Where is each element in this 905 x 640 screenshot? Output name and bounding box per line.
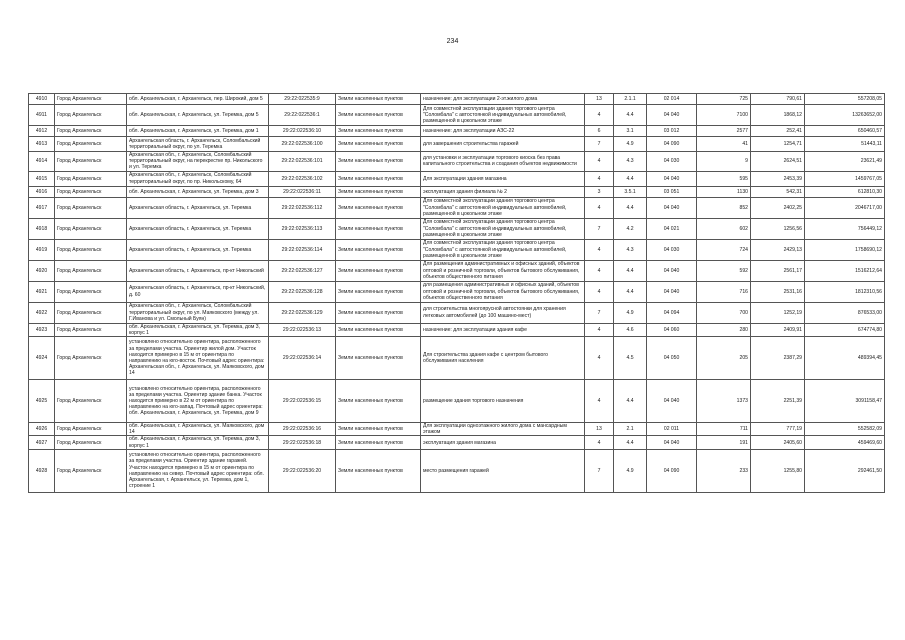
cell-land-category: Земли населенных пунктов (336, 337, 421, 380)
table-row (29, 186, 885, 197)
cell-land-category: Земли населенных пунктов (336, 186, 421, 197)
table-row (29, 449, 885, 492)
cell-area: 602 (697, 218, 751, 239)
cell-cadastral-number: 29:22:022536:112 (269, 197, 336, 218)
cell-municipality: Город Архангельск (55, 94, 127, 105)
cell-specific-value: 777,19 (751, 423, 805, 436)
cell-use-group: 4 (585, 171, 614, 186)
cell-municipality: Город Архангельск (55, 171, 127, 186)
cell-land-category: Земли населенных пунктов (336, 260, 421, 281)
cell-use-code: 04 040 (647, 171, 697, 186)
cell-address: Архангельская область, г. Архангельск, Соломбальский территориальный округ, по ул. Теремка (127, 137, 269, 152)
cell-row-number: 4916 (29, 186, 55, 197)
cell-cadastral-value: 3091158,47 (805, 380, 885, 423)
cell-use-type: 4.4 (614, 197, 647, 218)
cell-municipality: Город Архангельск (55, 186, 127, 197)
cell-cadastral-number: 29:22:022536:113 (269, 218, 336, 239)
cell-specific-value: 1256,56 (751, 218, 805, 239)
cell-area: 233 (697, 449, 751, 492)
cell-specific-value: 2624,51 (751, 152, 805, 172)
cell-land-category: Земли населенных пунктов (336, 171, 421, 186)
cell-use-code: 04 094 (647, 302, 697, 323)
cell-permitted-use: эксплуатация здания магазина (421, 436, 585, 449)
cell-address: Архангельская область, г. Архангельск, ул. Теремка (127, 218, 269, 239)
cell-specific-value: 1868,12 (751, 105, 805, 126)
cell-cadastral-value: 876533,00 (805, 302, 885, 323)
cell-cadastral-value: 292461,50 (805, 449, 885, 492)
cell-cadastral-number: 29:22:022536:13 (269, 323, 336, 336)
cell-municipality: Город Архангельск (55, 137, 127, 152)
cell-permitted-use: Для совместной эксплуатации здания торгового центра "Соломбала" с автостоянкой индивидуальных автомобилей, размещенной в цокольном этаже (421, 239, 585, 260)
cell-area: 711 (697, 423, 751, 436)
table-row (29, 126, 885, 137)
cell-area: 1130 (697, 186, 751, 197)
table-row (29, 197, 885, 218)
cell-cadastral-number: 29:22:022536:129 (269, 302, 336, 323)
cell-municipality: Город Архангельск (55, 436, 127, 449)
cell-municipality: Город Архангельск (55, 423, 127, 436)
cell-cadastral-value: 552582,09 (805, 423, 885, 436)
cell-municipality: Город Архангельск (55, 105, 127, 126)
cell-use-type: 4.4 (614, 380, 647, 423)
cell-use-group: 4 (585, 239, 614, 260)
cell-land-category: Земли населенных пунктов (336, 323, 421, 336)
cell-use-type: 4.4 (614, 105, 647, 126)
cell-area: 595 (697, 171, 751, 186)
cell-area: 7100 (697, 105, 751, 126)
cell-row-number: 4925 (29, 380, 55, 423)
cell-permitted-use: Для размещения административных и офисных зданий, объектов оптовой и розничной торговли, объектов бытового обслуживания, объектов общественного питания (421, 260, 585, 281)
cell-cadastral-number: 29:22:022536:14 (269, 337, 336, 380)
cell-area: 724 (697, 239, 751, 260)
cell-cadastral-number: 29:22:022536:114 (269, 239, 336, 260)
cell-use-type: 4.2 (614, 218, 647, 239)
cell-use-group: 6 (585, 126, 614, 137)
table-row (29, 323, 885, 336)
cell-use-type: 4.9 (614, 302, 647, 323)
cell-specific-value: 1252,19 (751, 302, 805, 323)
cell-use-code: 04 040 (647, 281, 697, 302)
cell-land-category: Земли населенных пунктов (336, 302, 421, 323)
cell-municipality: Город Архангельск (55, 197, 127, 218)
cell-use-type: 4.4 (614, 436, 647, 449)
cell-permitted-use: Для эксплуатации одноэтажного жилого дома с мансардным этажом (421, 423, 585, 436)
table-row (29, 94, 885, 105)
cell-municipality: Город Архангельск (55, 449, 127, 492)
cell-use-type: 4.3 (614, 239, 647, 260)
cell-use-type: 4.4 (614, 171, 647, 186)
cell-cadastral-number: 29:22:022536:20 (269, 449, 336, 492)
table-row (29, 436, 885, 449)
cell-land-category: Земли населенных пунктов (336, 218, 421, 239)
cell-address: Архангельская обл., г. Архангельск, Соломбальский территориальный округ, по ул. Маяковского (между ул. Г.Иванова и ул. Смольный Буян) (127, 302, 269, 323)
cell-cadastral-value: 2046717,00 (805, 197, 885, 218)
cell-permitted-use: размещение здания торгового назначения (421, 380, 585, 423)
cell-use-code: 03 051 (647, 186, 697, 197)
cell-use-code: 04 040 (647, 260, 697, 281)
cell-cadastral-value: 557208,05 (805, 94, 885, 105)
cell-specific-value: 2561,17 (751, 260, 805, 281)
cell-area: 2577 (697, 126, 751, 137)
cell-row-number: 4918 (29, 218, 55, 239)
cell-permitted-use: для завершения строительства гаражей (421, 137, 585, 152)
cell-address: обл. Архангельская, г. Архангельск, ул. Теремка, дом 3, корпус 1 (127, 436, 269, 449)
cell-use-type: 3.1 (614, 126, 647, 137)
page-number: 234 (446, 38, 459, 45)
cell-address: Архангельская обл., г. Архангельск, Соломбальский территориальный округ, по пр. Никольскому, 64 (127, 171, 269, 186)
cell-row-number: 4926 (29, 423, 55, 436)
cell-municipality: Город Архангельск (55, 260, 127, 281)
cell-address: Архангельская область, г. Архангельск, пр-кт Никольский, д. 60 (127, 281, 269, 302)
cell-permitted-use: Для совместной эксплуатации здания торгового центра "Соломбала" с автостоянкой индивидуальных автомобилей, размещенной в цокольном этаже (421, 197, 585, 218)
cell-specific-value: 1254,71 (751, 137, 805, 152)
cell-area: 9 (697, 152, 751, 172)
cell-use-code: 04 040 (647, 197, 697, 218)
cell-municipality: Город Архангельск (55, 281, 127, 302)
cell-specific-value: 2405,60 (751, 436, 805, 449)
cell-row-number: 4920 (29, 260, 55, 281)
cell-cadastral-value: 612810,30 (805, 186, 885, 197)
cell-specific-value: 2387,29 (751, 337, 805, 380)
cell-land-category: Земли населенных пунктов (336, 94, 421, 105)
cell-permitted-use: для размещения административных и офисных зданий, объектов оптовой и розничной торговли, объектов бытового обслуживания, объектов общественного питания (421, 281, 585, 302)
land-register-table (28, 93, 885, 493)
cell-land-category: Земли населенных пунктов (336, 126, 421, 137)
cell-specific-value: 2453,39 (751, 171, 805, 186)
cell-land-category: Земли населенных пунктов (336, 137, 421, 152)
cell-permitted-use: назначение: для эксплуатации 2-эт.жилого дома (421, 94, 585, 105)
cell-cadastral-number: 29:22:022536:15 (269, 380, 336, 423)
cell-permitted-use: назначение: для эксплуатации здания кафе (421, 323, 585, 336)
cell-specific-value: 542,31 (751, 186, 805, 197)
table-row (29, 380, 885, 423)
cell-specific-value: 1255,80 (751, 449, 805, 492)
cell-area: 852 (697, 197, 751, 218)
cell-use-code: 03 012 (647, 126, 697, 137)
cell-land-category: Земли населенных пунктов (336, 239, 421, 260)
cell-address: обл. Архангельская, г. Архангельск, ул. Маяковского, дом 14 (127, 423, 269, 436)
cell-cadastral-value: 756449,12 (805, 218, 885, 239)
cell-row-number: 4913 (29, 137, 55, 152)
cell-use-group: 7 (585, 449, 614, 492)
cell-address: установлено относительно ориентира, расположенного за пределами участка. Ориентир здание гаражей. Участок находится примерно в 15 м от ориентира по направлению на север. Почтовый адрес ориентира: обл. Архангельская, г. Архангельск, ул. Теремка, дом 1, строение 1 (127, 449, 269, 492)
cell-cadastral-number: 29:22:022536:16 (269, 423, 336, 436)
cell-land-category: Земли населенных пунктов (336, 152, 421, 172)
cell-permitted-use: Для совместной эксплуатации здания торгового центра "Соломбала" с автостоянкой индивидуальных автомобилей, размещенной в цокольном этаже (421, 105, 585, 126)
cell-use-code: 02 014 (647, 94, 697, 105)
cell-permitted-use: эксплуатация здания филиала № 2 (421, 186, 585, 197)
cell-use-code: 04 090 (647, 449, 697, 492)
table-row (29, 152, 885, 172)
cell-land-category: Земли населенных пунктов (336, 380, 421, 423)
cell-row-number: 4917 (29, 197, 55, 218)
cell-land-category: Земли населенных пунктов (336, 449, 421, 492)
cell-cadastral-number: 29:22:022536:102 (269, 171, 336, 186)
cell-use-group: 4 (585, 260, 614, 281)
cell-cadastral-number: 29:22:022536:127 (269, 260, 336, 281)
cell-row-number: 4915 (29, 171, 55, 186)
cell-cadastral-number: 29:22:022536:18 (269, 436, 336, 449)
cell-use-group: 7 (585, 218, 614, 239)
cell-cadastral-value: 13263652,00 (805, 105, 885, 126)
table-row (29, 239, 885, 260)
cell-address: Архангельская область, г. Архангельск, пр-кт Никольский (127, 260, 269, 281)
table-row (29, 337, 885, 380)
cell-row-number: 4919 (29, 239, 55, 260)
cell-cadastral-number: 29:22:022536:1 (269, 105, 336, 126)
cell-use-group: 4 (585, 337, 614, 380)
cell-use-group: 4 (585, 281, 614, 302)
cell-area: 191 (697, 436, 751, 449)
cell-use-group: 4 (585, 380, 614, 423)
cell-municipality: Город Архангельск (55, 323, 127, 336)
cell-area: 700 (697, 302, 751, 323)
cell-use-group: 4 (585, 436, 614, 449)
cell-municipality: Город Архангельск (55, 302, 127, 323)
cell-land-category: Земли населенных пунктов (336, 436, 421, 449)
cell-specific-value: 2402,25 (751, 197, 805, 218)
cell-row-number: 4928 (29, 449, 55, 492)
cell-cadastral-value: 489394,45 (805, 337, 885, 380)
cell-permitted-use: Для эксплуатации здания магазина (421, 171, 585, 186)
cell-permitted-use: для строительства многоярусной автостоянки для хранения легковых автомобилей (до 100 машино-мест) (421, 302, 585, 323)
cell-permitted-use: Для совместной эксплуатации здания торгового центра "Соломбала" с автостоянкой индивидуальных автомобилей, размещенной в цокольном этаже (421, 218, 585, 239)
cell-area: 1373 (697, 380, 751, 423)
cell-cadastral-number: 29:22:022536:100 (269, 137, 336, 152)
cell-use-group: 7 (585, 302, 614, 323)
cell-address: установлено относительно ориентира, расположенного за пределами участка. Ориентир жилой дом. Участок находится примерно в 15 м от ориентира по направлению на юго-восток. Почтовый адрес ориентира: Архангельская обл., г. Архангельск, ул. Маяковского, дом 14 (127, 337, 269, 380)
cell-use-code: 04 060 (647, 323, 697, 336)
cell-use-code: 04 030 (647, 152, 697, 172)
cell-use-code: 04 040 (647, 380, 697, 423)
cell-permitted-use: для установки и эксплуатации торгового киоска без права капитального строительства и создания объектов недвижимости (421, 152, 585, 172)
cell-cadastral-value: 1758690,12 (805, 239, 885, 260)
cell-use-type: 4.9 (614, 449, 647, 492)
cell-use-type: 4.3 (614, 152, 647, 172)
cell-row-number: 4911 (29, 105, 55, 126)
cell-use-type: 4.6 (614, 323, 647, 336)
cell-area: 280 (697, 323, 751, 336)
table-row (29, 302, 885, 323)
cell-specific-value: 252,41 (751, 126, 805, 137)
cell-municipality: Город Архангельск (55, 380, 127, 423)
cell-use-code: 04 021 (647, 218, 697, 239)
cell-specific-value: 2531,16 (751, 281, 805, 302)
cell-use-type: 4.4 (614, 281, 647, 302)
cell-row-number: 4923 (29, 323, 55, 336)
cell-use-code: 04 050 (647, 337, 697, 380)
cell-address: обл. Архангельская, г. Архангельск, ул. Теремка, дом 1 (127, 126, 269, 137)
cell-row-number: 4924 (29, 337, 55, 380)
cell-area: 592 (697, 260, 751, 281)
cell-use-type: 2.1 (614, 423, 647, 436)
cell-area: 725 (697, 94, 751, 105)
cell-municipality: Город Архангельск (55, 152, 127, 172)
cell-cadastral-number: 29:22:022536:101 (269, 152, 336, 172)
cell-cadastral-number: 29:22:022536:10 (269, 126, 336, 137)
cell-use-code: 02 011 (647, 423, 697, 436)
table-row (29, 423, 885, 436)
cell-area: 41 (697, 137, 751, 152)
cell-use-type: 2.1.1 (614, 94, 647, 105)
cell-use-group: 4 (585, 323, 614, 336)
cell-specific-value: 790,61 (751, 94, 805, 105)
cell-use-code: 04 040 (647, 105, 697, 126)
cell-municipality: Город Архангельск (55, 126, 127, 137)
cell-row-number: 4914 (29, 152, 55, 172)
cell-use-type: 4.4 (614, 260, 647, 281)
table-row (29, 171, 885, 186)
register-body (29, 94, 885, 493)
cell-cadastral-number: 29:22:022536:11 (269, 186, 336, 197)
cell-cadastral-value: 1516212,64 (805, 260, 885, 281)
cell-address: Архангельская область, г. Архангельск, ул. Теремка (127, 239, 269, 260)
cell-address: установлено относительно ориентира, расположенного за пределами участка. Ориентир здание банка. Участок находится примерно в 22 м от ориентира по направлению на юго-запад. Почтовый адрес ориентира: обл. Архангельская, г. Архангельск, ул. Теремка, дом 9 (127, 380, 269, 423)
cell-use-code: 04 030 (647, 239, 697, 260)
cell-use-group: 4 (585, 105, 614, 126)
cell-use-group: 7 (585, 137, 614, 152)
cell-land-category: Земли населенных пунктов (336, 423, 421, 436)
cell-use-group: 4 (585, 152, 614, 172)
cell-specific-value: 2251,39 (751, 380, 805, 423)
cell-permitted-use: Для строительства здания кафе с центром бытового обслуживания населения (421, 337, 585, 380)
cell-cadastral-value: 1459767,05 (805, 171, 885, 186)
cell-use-type: 4.5 (614, 337, 647, 380)
table-row (29, 260, 885, 281)
cell-address: Архангельская обл., г. Архангельск, Соломбальский территориальный округ, на перекрестке пр. Никольского и ул. Теремка (127, 152, 269, 172)
cell-use-group: 13 (585, 94, 614, 105)
cell-use-group: 13 (585, 423, 614, 436)
cell-cadastral-number: 29:22:022536:128 (269, 281, 336, 302)
cell-specific-value: 2409,91 (751, 323, 805, 336)
cell-land-category: Земли населенных пунктов (336, 197, 421, 218)
cell-cadastral-value: 1812310,56 (805, 281, 885, 302)
table-row (29, 137, 885, 152)
cell-use-group: 3 (585, 186, 614, 197)
cell-address: обл. Архангельская, г. Архангельск, пер. Широкий, дом 5 (127, 94, 269, 105)
cell-cadastral-number: 29:22:022535:9 (269, 94, 336, 105)
cell-address: Архангельская область, г. Архангельск, ул. Теремка (127, 197, 269, 218)
cell-use-type: 4.9 (614, 137, 647, 152)
cell-cadastral-value: 51443,11 (805, 137, 885, 152)
cell-cadastral-value: 459469,60 (805, 436, 885, 449)
cell-use-code: 04 040 (647, 436, 697, 449)
cell-address: обл. Архангельская, г. Архангельск, ул. Теремка, дом 3 (127, 186, 269, 197)
cell-address: обл. Архангельская, г. Архангельск, ул. Теремка, дом 5 (127, 105, 269, 126)
cell-address: обл. Архангельская, г. Архангельск, ул. Теремка, дом 3, корпус 1 (127, 323, 269, 336)
cell-use-type: 3.5.1 (614, 186, 647, 197)
cell-use-group: 4 (585, 197, 614, 218)
cell-area: 716 (697, 281, 751, 302)
cell-row-number: 4912 (29, 126, 55, 137)
cell-cadastral-value: 23621,49 (805, 152, 885, 172)
cell-cadastral-value: 674774,80 (805, 323, 885, 336)
table-row (29, 281, 885, 302)
cell-land-category: Земли населенных пунктов (336, 105, 421, 126)
cell-municipality: Город Архангельск (55, 218, 127, 239)
cell-row-number: 4922 (29, 302, 55, 323)
cell-specific-value: 2429,13 (751, 239, 805, 260)
cell-cadastral-value: 650460,57 (805, 126, 885, 137)
cell-row-number: 4927 (29, 436, 55, 449)
cell-permitted-use: место размещения гаражей (421, 449, 585, 492)
cell-municipality: Город Архангельск (55, 337, 127, 380)
table-row (29, 218, 885, 239)
cell-municipality: Город Архангельск (55, 239, 127, 260)
cell-row-number: 4921 (29, 281, 55, 302)
cell-area: 205 (697, 337, 751, 380)
cell-row-number: 4910 (29, 94, 55, 105)
cell-permitted-use: назначение: для эксплуатации АЗС-22 (421, 126, 585, 137)
cell-land-category: Земли населенных пунктов (336, 281, 421, 302)
table-row (29, 105, 885, 126)
cell-use-code: 04 090 (647, 137, 697, 152)
